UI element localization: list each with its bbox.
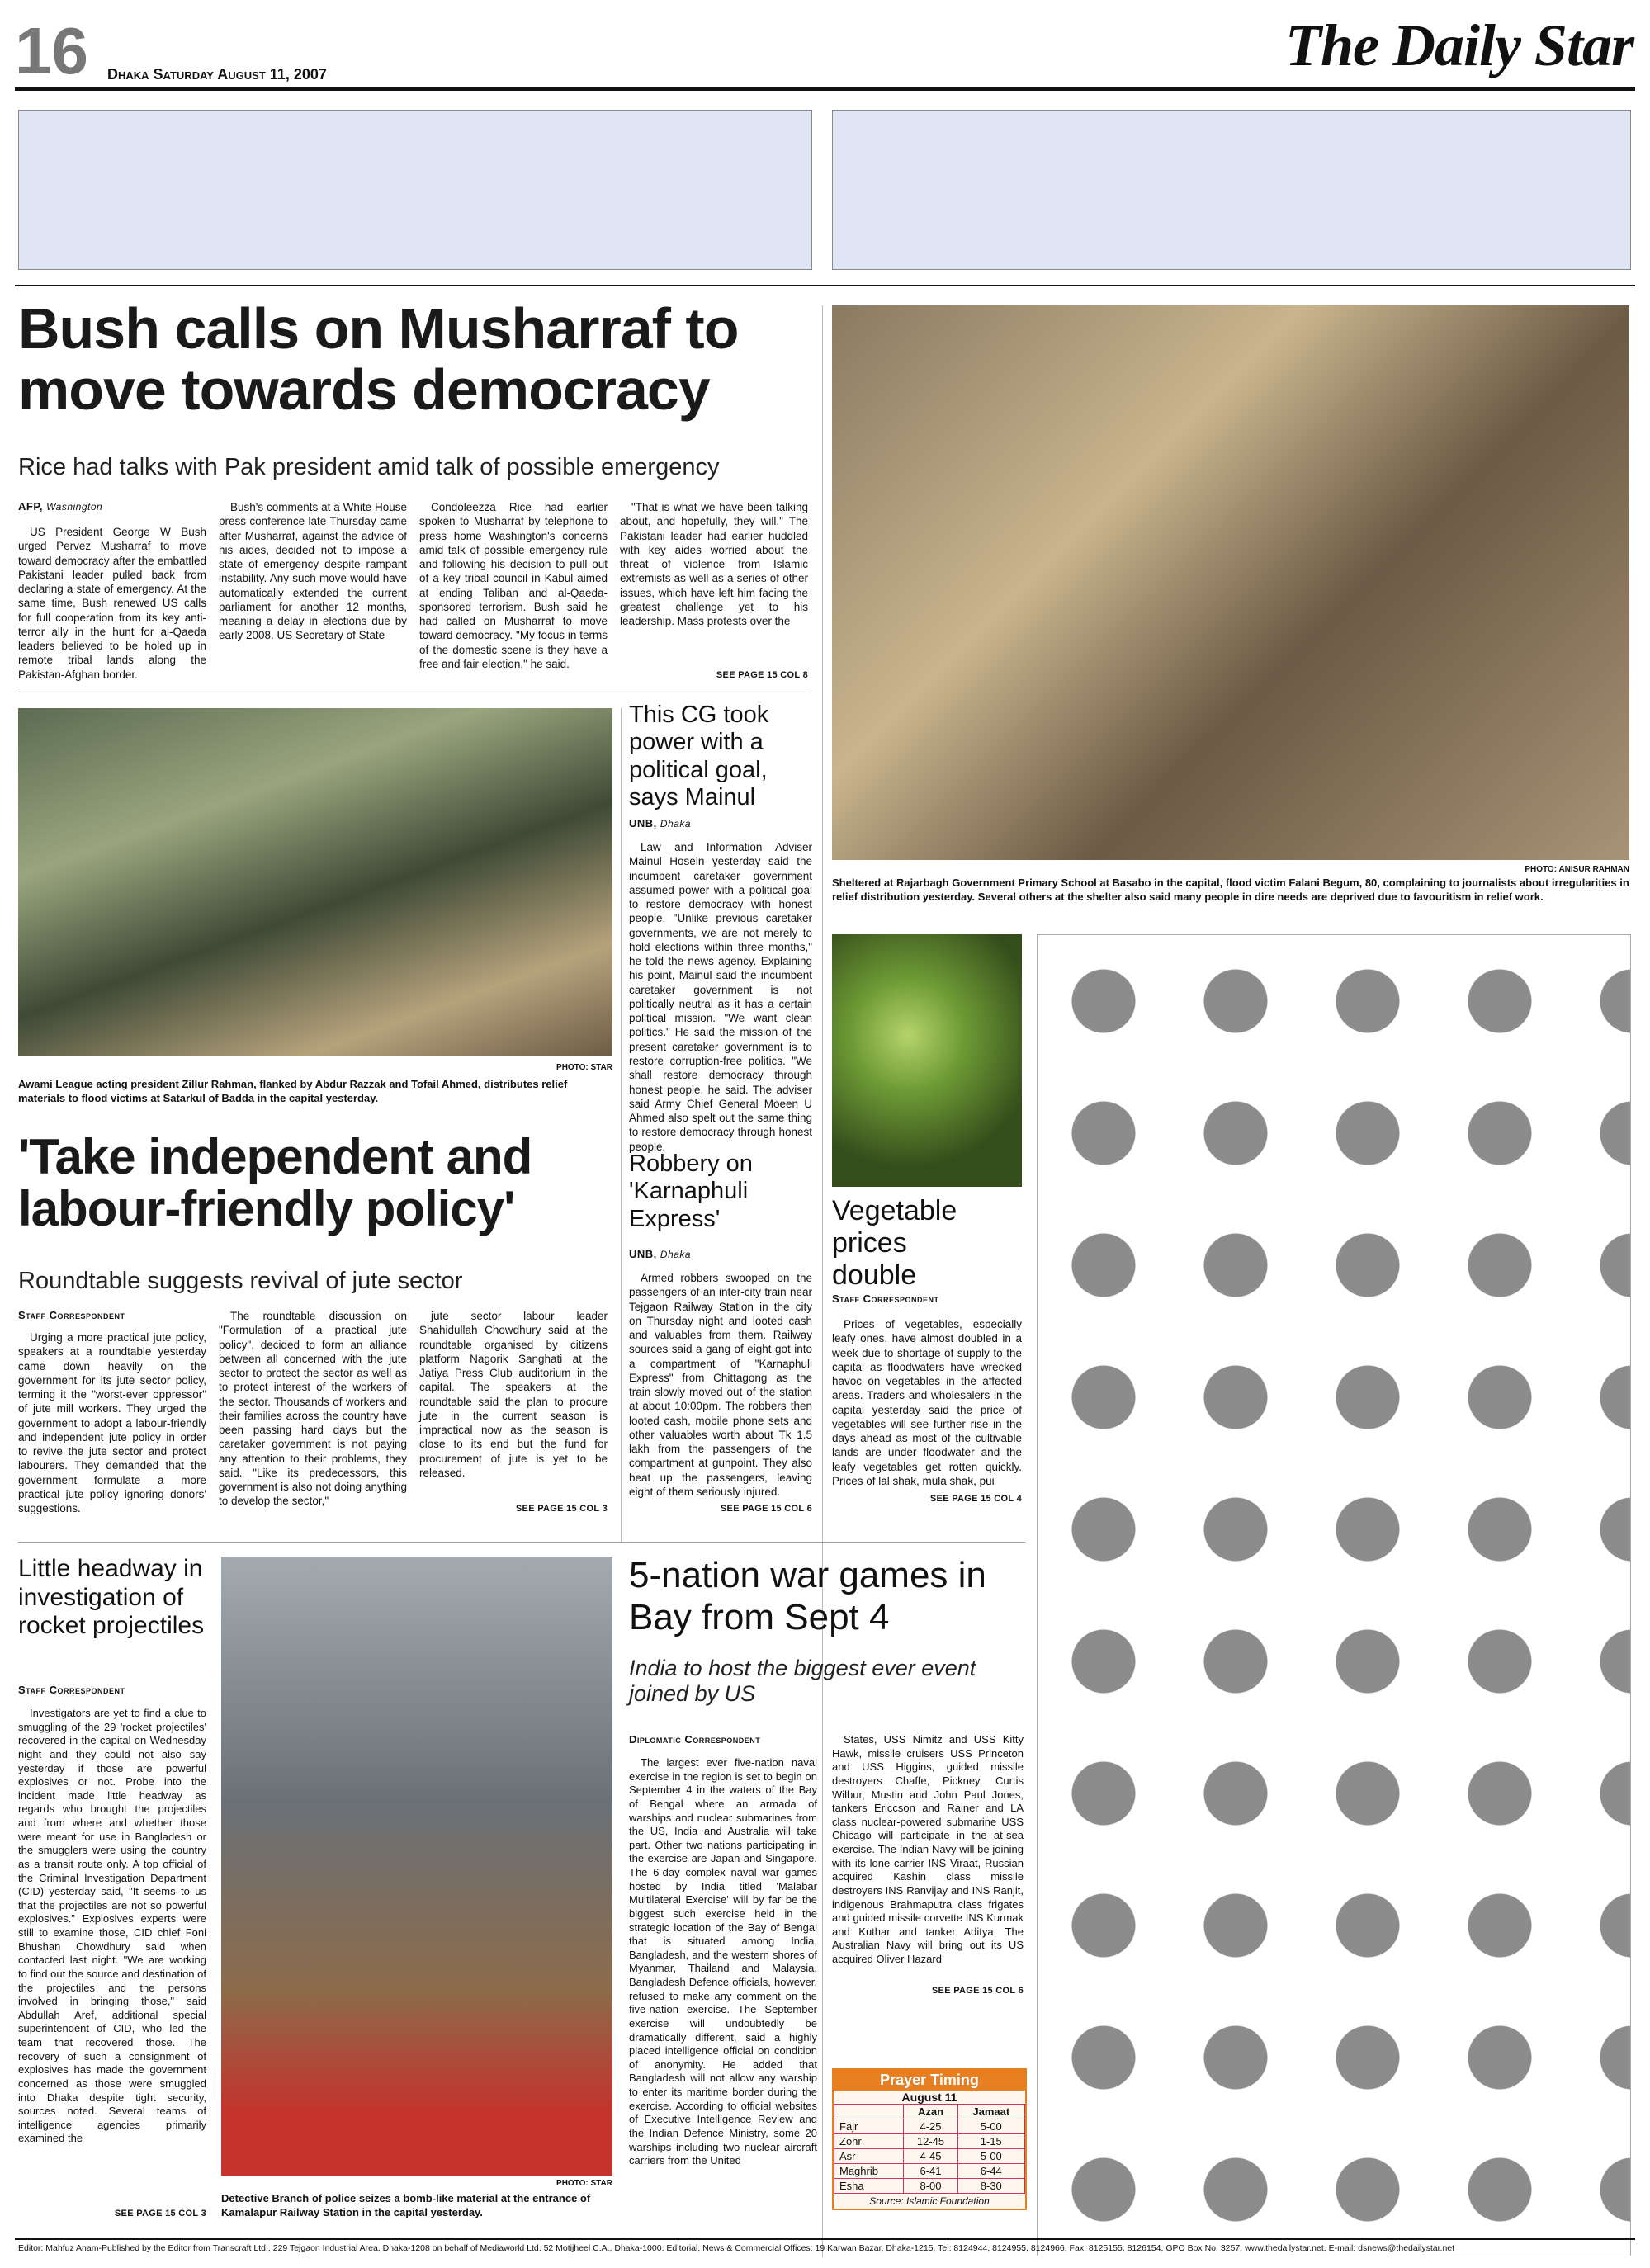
jamaat-header: Jamaat — [957, 2105, 1024, 2119]
table-row: Fajr 4-25 5-00 — [834, 2119, 1025, 2134]
jump-jute: SEE PAGE 15 COL 3 — [515, 1504, 608, 1514]
headline-bush: Bush calls on Musharraf to move towards democracy — [18, 296, 739, 422]
prayer-table — [834, 2104, 1025, 2194]
table-row: Asr 4-45 5-00 — [834, 2149, 1025, 2164]
polka-dot-ad — [1037, 934, 1631, 2256]
column-rule-right — [822, 305, 823, 2257]
bush-col-4: "That is what we have been talking about, and hopefully, they will." The Pakistani leader had earlier huddled with key aides worried about the threat of violence from Islamic extremists as well as a series of other issues, which have left him facing the greatest challenge yet to his leadership. Mass protests over the — [620, 501, 808, 628]
prayer-title: Prayer Timing — [834, 2070, 1025, 2091]
prayer-date: August 11 — [901, 2091, 957, 2104]
byline-jute: Staff Correspondent — [18, 1309, 125, 1321]
table-row: Maghrib 6-41 6-44 — [834, 2164, 1025, 2179]
jute-col-2: The roundtable discussion on "Formulation of a practical jute policy", decided to form an alliance between all concerned with the jute sector to protect the sector as well as to protect interest of the workers of the sector. Thousands of workers and their families across the country have been passing hard days but the caretaker government is not paying any attention to their problems, they said. "Like its predecessors, this government is also not doing anything to develop the sector," — [219, 1310, 407, 1508]
credit-flood: PHOTO: ANISUR RAHMAN — [1525, 865, 1629, 874]
azan-header: Azan — [904, 2105, 957, 2119]
jute-col-3: jute sector labour leader Shahidullah Chowdhury said at the roundtable organised by citizens platform Nagorik Sanghati at the Jatiya Press Club auditorium in the capital. The speakers at the roundtable said the plan to procure jute in the current season is impractical now as the season is close to its end but the fund for procurement of jute is yet to be released. — [419, 1310, 608, 1479]
rocket-body: Investigators are yet to find a clue to smuggling of the 29 'rocket projectiles' recovered in the capital on Wednesday night and they could not also say yesterday if those are powerful explosives or not. Probe into the incident made little headway as regards who brought the projectiles and from where and whether those were meant for use in Bangladesh or the smugglers were using the country as a transit route only. A top official of the Criminal Investigation Department (CID) yesterday said, "It seems to us that the projectiles are not so powerful explosives." Explosives experts were still to examine those, CID chief Foni Bhushan Chowdhury said when contacted last night. "We are working to find out the source and destination of the projectiles and the persons involved in bringing those," said Abdullah Aref, additional special superintendent of CID, who led the team that recovered those. The recovery of such a consignment of explosives has made the government concerned as those were smuggled into Dhaka despite tight security, sources noted. Several teams of intelligence agencies primarily examined the — [18, 1707, 206, 2145]
byline-cg — [629, 817, 691, 829]
table-row: Esha 8-00 8-30 — [834, 2179, 1025, 2194]
headline-rocket: Little headway in investigation of rocket projectiles — [18, 1555, 205, 1639]
place-cg: Dhaka — [660, 818, 692, 829]
table-row: Zohr 12-45 1-15 — [834, 2134, 1025, 2149]
photo-vegetables — [832, 934, 1022, 1187]
caption-flood: Sheltered at Rajarbagh Government Primary School at Basabo in the capital, flood victim Falani Begum, 80, complaining to journalists about irregularities in relief distribution yesterday. Several others at the shelter also said many people in dire needs are deprived due to favouritism in relief work. — [832, 876, 1629, 903]
deck-war-games: India to host the biggest ever event joined by US — [629, 1656, 976, 1706]
place-robbery: Dhaka — [660, 1249, 692, 1260]
caption-police: Detective Branch of police seizes a bomb-like material at the entrance of Kamalapur Railway Station in the capital yesterday. — [221, 2192, 591, 2218]
byline-bush — [18, 500, 102, 513]
byline-vegetables: Staff Correspondent — [832, 1292, 939, 1305]
headline-robbery: Robbery on 'Karnaphuli Express' — [629, 1151, 753, 1232]
photo-awami-relief — [18, 708, 612, 1056]
paper-name: The Daily Star — [1284, 12, 1633, 78]
war-col-1: The largest ever five-nation naval exercise in the region is set to begin on September 4 in the waters of the Bay of Bengal where an armada of warships and nuclear submarines from the US, India and Australia will take part. Other two nations participating in the exercise are Japan and Singapore. The 6-day complex naval war games hosted by India titled 'Malabar Multilateral Exercise' will by far be the biggest such exercise held in the strategic location of the Bay of Bengal that is situated among India, Bangladesh, and the western shores of Myanmar, Thailand and Malaysia. Bangladesh Defence officials, however, refused to make any comment on the five-nation exercise. The September exercise will undoubtedly be dramatically different, said a highly placed intelligence official on condition of anonymity. He added that Bangladesh will not allow any warship to enter its maritime border during the exercise. According to official websites of Executive Intelligence Review and the Indian Defence Ministry, some 20 warships including two nuclear aircraft carriers from the United — [629, 1756, 817, 2167]
ad-box-left — [18, 110, 812, 270]
vegetables-body: Prices of vegetables, especially leafy ones, have almost doubled in a week due to shortage of supply to the capital as floodwaters have wrecked havoc on vegetables in the affected areas. Traders and wholesalers in the capital yesterday said the price of vegetables will see further rise in the days ahead as most of the cultivable lands are under floodwater and the leafy vegetables get rotten quickly. Prices of lal shak, mula shak, pui — [832, 1318, 1022, 1487]
rule-lower — [18, 1542, 1025, 1543]
dateline: Dhaka Saturday August 11, 2007 — [107, 66, 327, 83]
deck-jute: Roundtable suggests revival of jute sector — [18, 1268, 463, 1294]
credit-police: PHOTO: STAR — [556, 2179, 612, 2188]
robbery-body: Armed robbers swooped on the passengers of an inter-city train near Tejgaon Railway Station in the city on Thursday night and looted cash and valuables from them. Railway sources said a gang of eight got into a compartment of "Karnaphuli Express" from Chittagong as the train slowly moved out of the station at about 10:00pm. The robbers then looted cash, mobile phone sets and other valuables worth about Tk 1.5 lakh from the passengers of the compartment at gunpoint. They also beat up the passengers, leaving eight of them seriously injured. — [629, 1272, 812, 1498]
byline-rocket: Staff Correspondent — [18, 1684, 125, 1696]
jump-war-games: SEE PAGE 15 COL 6 — [931, 1986, 1024, 1996]
headline-vegetables: Vegetable prices double — [832, 1195, 957, 1292]
agency-cg: UNB, — [629, 817, 657, 829]
byline-war-games: Diplomatic Correspondent — [629, 1733, 761, 1746]
agency-bush: AFP, — [18, 500, 43, 513]
masthead-rule — [15, 87, 1635, 91]
prayer-source: Source: Islamic Foundation — [869, 2195, 990, 2207]
agency-robbery: UNB, — [629, 1248, 657, 1260]
photo-police-seizure — [221, 1557, 612, 2176]
war-col-2: States, USS Nimitz and USS Kitty Hawk, missile cruisers USS Princeton and USS Higgins, guided missile destroyers Chaffe, Pickney, Curtis Wilbur, Mustin and John Paul Jones, tankers Ericcson and Rainer and LA class nuclear-powered submarine USS Chicago will participate in the at-sea exercise. The Indian Navy will be joining with its lone carrier INS Viraat, Russian acquired Kashin class missile destroyers INS Ranvijay and INS Ranjit, indigenous Brahmaputra class frigates and guided missile corvette INS Kurmak and Kuthar and tanker Aditya. The Australian Navy will bring out its US acquired Oliver Hazard — [832, 1733, 1024, 1965]
headline-war-games: 5-nation war games in Bay from Sept 4 — [629, 1555, 986, 1637]
prayer-timing-box — [832, 2068, 1027, 2210]
imprint-line: Editor: Mahfuz Anam-Published by the Editor from Transcraft Ltd., 229 Tejgaon Industrial Area, Dhaka-1208 on behalf of Mediaworld Ltd. 52 Motijheel C.A., Dhaka-1000. Editorial, News & Commercial Offices: 19 Karwan Bazar, Dhaka-1215, Tel: 8124944, 8124955, 8124966, Fax: 8125155, 8126154, GPO Box No: 3257, www.thedailystar.net, E-mail: dsnews@thedailystar.net — [18, 2243, 1455, 2253]
column-rule — [621, 708, 622, 1542]
photo-flood-victim — [832, 305, 1629, 860]
headline-cg: This CG took power with a political goal, says Mainul — [629, 702, 769, 811]
jump-vegetables: SEE PAGE 15 COL 4 — [929, 1494, 1022, 1504]
table-row — [834, 2105, 1025, 2119]
caption-awami: Awami League acting president Zillur Rahman, flanked by Abdur Razzak and Tofail Ahmed, distributes relief materials to flood victims at Satarkul of Badda in the capital yesterday. — [18, 1078, 568, 1104]
jute-col-1: Urging a more practical jute policy, speakers at a roundtable yesterday came down heavily on the government for its jute sector policy, terming it the "worst-ever oppressor" of jute mill workers. They urged the government to adopt a labour-friendly and independent jute policy in order to revive the jute sector and protect labourers. They demanded that the government formulate a more practical jute policy ignoring donors' suggestions. — [18, 1331, 206, 1515]
jump-bush: SEE PAGE 15 COL 8 — [716, 670, 808, 680]
credit-awami: PHOTO: STAR — [556, 1063, 612, 1072]
bush-col-1: US President George W Bush urged Pervez Musharraf to move toward democracy after the embattled Pakistani leader pulled back from declaring a state of emergency. At the same time, Bush renewed US calls for full cooperation from its key anti-terror ally in the hunt for al-Qaeda leaders believed to be holed up in remote tribal lands along the Pakistan-Afghan border. — [18, 526, 206, 681]
deck-bush: Rice had talks with Pak president amid talk of possible emergency — [18, 454, 720, 480]
jump-robbery: SEE PAGE 15 COL 6 — [720, 1504, 812, 1514]
jump-rocket: SEE PAGE 15 COL 3 — [114, 2209, 206, 2218]
cg-body: Law and Information Adviser Mainul Hosein yesterday said the incumbent caretaker government assumed power with a political goal to restore democracy with honest people. "Unlike previous caretaker governments, we are not merely to hold elections within three months," he told the news agency. Explaining his point, Mainul said the incumbent caretaker government is not politically neutral as it has a certain political mission. "We want clean politics." He said the mission of the present caretaker government is to restore corruption-free politics. "We shall restore democracy through honest people, he said. The adviser said Army Chief General Moeen U Ahmed also spelt out the same thing to restore democracy through honest people. — [629, 841, 812, 1153]
headline-jute: 'Take independent and labour-friendly policy' — [18, 1129, 532, 1236]
byline-robbery — [629, 1248, 691, 1260]
bush-col-2: Bush's comments at a White House press conference late Thursday came after Musharraf, against the advice of his aides, decided not to impose a state of emergency despite rampant instability. Any such move would have automatically extended the current parliament for another 12 months, meaning a delay in elections due by early 2008. US Secretary of State — [219, 501, 407, 642]
footer-rule — [15, 2238, 1635, 2240]
place-bush: Washington — [46, 501, 103, 513]
section-rule — [15, 285, 1635, 286]
bush-col-3: Condoleezza Rice had earlier spoken to Musharraf by telephone to press home Washington's concerns amid talk of possible emergency rule and following his decision to pull out of a key tribal council in Kabul aimed at ending Taliban and al-Qaeda-sponsored terrorism. Bush said he had called on Musharraf to move toward democracy. "My focus in terms of the domestic scene is they have a free and fair election," he said. — [419, 501, 608, 670]
ad-box-right — [832, 110, 1631, 270]
page-number: 16 — [15, 14, 88, 87]
